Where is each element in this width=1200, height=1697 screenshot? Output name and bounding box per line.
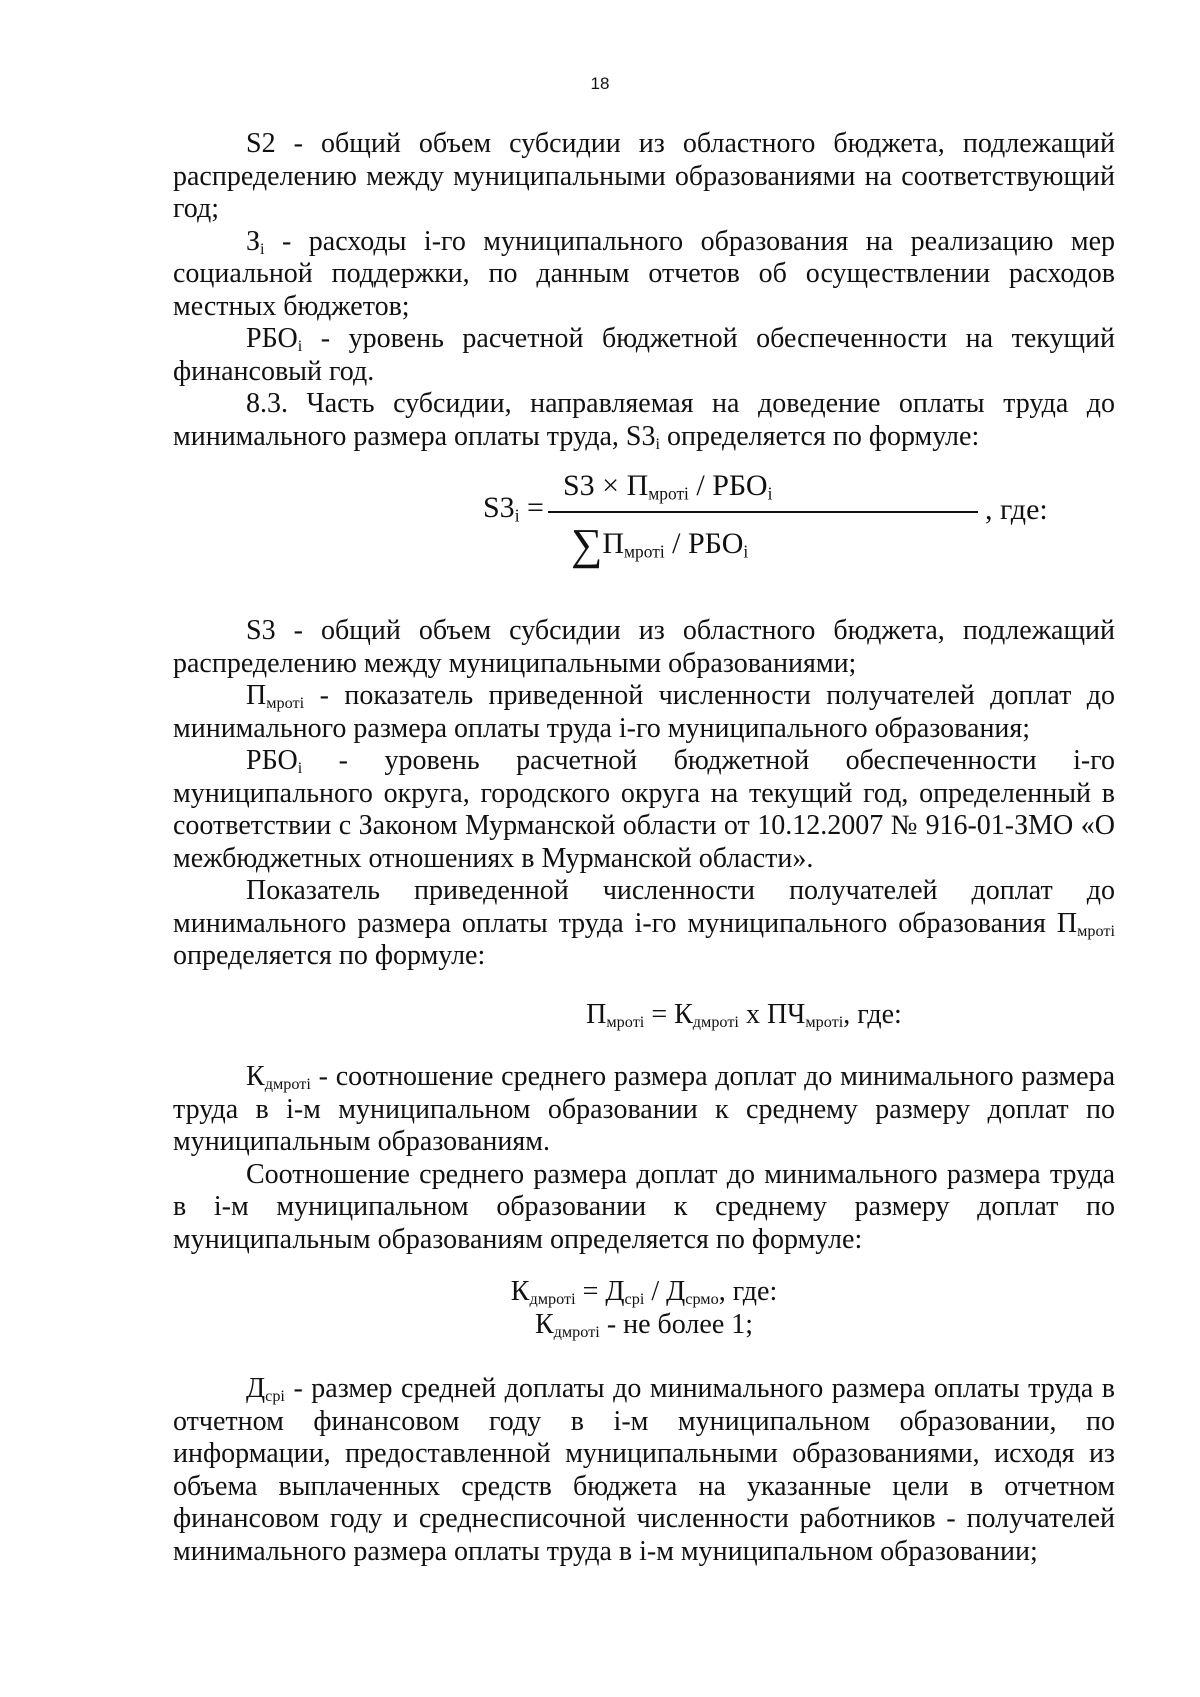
term-subscript: i (297, 759, 303, 778)
formula-part: , где: (843, 998, 902, 1030)
denominator-subscript: i (743, 541, 749, 562)
term-label: S2 (246, 128, 276, 159)
paragraph-rboi (173, 323, 1115, 388)
paragraph-tail: определяется по формуле: (173, 940, 486, 971)
formula-lhs (483, 491, 544, 525)
formula-part: П (586, 998, 607, 1030)
term-label: П (246, 680, 267, 711)
numerator-subscript: i (767, 483, 773, 504)
numerator-subscript: мротi (648, 483, 689, 504)
definition-text: - уровень расчетной бюджетной обеспеченности i-го муниципального округа, городского округа на текущий год, определенный в соответствии с Законом Мурманской области от 10.12.2007 № 916-01-ЗМО «О межбюджетных отношениях в Мурманской области». (173, 745, 1115, 874)
formula-subscript: мротi (805, 1012, 844, 1031)
formula-subscript: срмо (685, 1290, 719, 1309)
document-body (173, 128, 1115, 1568)
formula-part: = К (644, 998, 693, 1030)
paragraph-pmroti (173, 680, 1115, 745)
paragraph-zi (173, 226, 1115, 324)
definition-text: - уровень расчетной бюджетной обеспеченности на текущий финансовый год. (173, 323, 1115, 387)
formula-denominator (571, 519, 748, 570)
term-subscript: мротi (266, 694, 305, 713)
formula-part: = Д (575, 1276, 625, 1307)
formula-subscript: дмротi (529, 1290, 576, 1309)
formula-s3i (173, 467, 1115, 597)
formula-equals: = (519, 491, 544, 524)
denominator-subscript: мротi (624, 541, 665, 562)
paragraph-dsri (173, 1373, 1115, 1568)
definition-text: - общий объем субсидии из областного бюджета, подлежащий распределению между муниципальными образованиями; (173, 615, 1115, 679)
term-label: Д (246, 1373, 266, 1404)
paragraph-indicator (173, 875, 1115, 973)
formula-part: х ПЧ (738, 998, 806, 1030)
term-label: S3 (246, 615, 276, 646)
formula-subscript: дмротi (553, 1322, 600, 1341)
formula-subscript: срi (624, 1290, 645, 1309)
formula-part: , где: (718, 1276, 778, 1307)
term-label: РБО (246, 323, 298, 354)
definition-text: - расходы i-го муниципального образования на реализацию мер социальной поддержки, по данным отчетов об осуществлении расходов местных бюджетов; (173, 225, 1115, 322)
paragraph-ratio: Соотношение среднего размера доплат до минимального размера труда в i-м муниципальном образовании к среднему размеру доплат по муниципальным образованиям определяется по формуле: (173, 1158, 1115, 1255)
formula-line-1 (173, 1276, 1115, 1309)
paragraph-text: Показатель приведенной численности получателей доплат до минимального размера оплаты труда i-го муниципального образования П (173, 875, 1115, 939)
formula-lhs-symbol: S3 (483, 491, 515, 524)
paragraph-text: 8.3. Часть субсидии, направляемая на доведение оплаты труда до минимального размера оплаты труда, S3 (173, 388, 1115, 452)
term-subscript: срi (265, 1387, 285, 1406)
term-subscript: i (260, 239, 265, 258)
formula-pmroti (173, 999, 1115, 1032)
fraction-bar (548, 511, 978, 513)
paragraph-s2 (173, 128, 1115, 226)
definition-text: - общий объем субсидии из областного бюджета, подлежащий распределению между муниципальными образованиями на соответствующий год; (173, 128, 1115, 224)
paragraph-rboi-2 (173, 745, 1115, 875)
paragraph-8-3 (173, 388, 1115, 453)
definition-text: - размер средней доплаты до минимального размера оплаты труда в отчетном финансовом году в i-м муниципальном образовании, по информации, предоставленной муниципальными образованиями, исходя из объема выплаченных средств бюджета на указанные цели в отчетном финансовом году и среднесписочной численности работников - получателей минимального размера оплаты труда в i-м муниципальном образовании; (173, 1373, 1115, 1567)
formula-part: / Д (644, 1276, 686, 1307)
formula-subscript: мротi (606, 1012, 645, 1031)
paragraph-tail: определяется по формуле: (659, 420, 980, 452)
formula-part: - не более 1; (599, 1308, 754, 1340)
formula-part: К (534, 1308, 554, 1340)
paragraph-kdmroti (173, 1061, 1115, 1159)
term-label: З (246, 225, 261, 257)
term-subscript: дмротi (264, 1075, 311, 1094)
denominator-part: П (602, 527, 625, 560)
term-subscript: мротi (1077, 921, 1115, 940)
page-number: 18 (590, 74, 610, 93)
paragraph-s3 (173, 615, 1115, 680)
formula-subscript: дмротi (692, 1012, 739, 1031)
sum-symbol: ∑ (571, 520, 603, 569)
formula-numerator (563, 469, 772, 503)
term-subscript: i (655, 434, 660, 453)
numerator-part: S3 × П (563, 469, 649, 502)
formula-line-2 (173, 1309, 1115, 1342)
definition-text: - соотношение среднего размера доплат до минимального размера труда в i-м муниципальном образовании к среднему размеру доплат по муниципальным образованиям. (173, 1061, 1115, 1157)
formula-lhs-subscript: i (514, 505, 520, 526)
term-label: РБО (246, 745, 298, 776)
term-subscript: i (297, 337, 303, 356)
term-label: К (246, 1061, 265, 1092)
definition-text: - показатель приведенной численности получателей доплат до минимального размера оплаты труда i-го муниципального образования; (173, 680, 1115, 744)
formula-kdmroti (173, 1276, 1115, 1341)
numerator-part: / РБО (688, 469, 768, 502)
formula-where: , где: (985, 493, 1048, 526)
formula-part: К (510, 1276, 530, 1307)
denominator-part: / РБО (664, 527, 744, 560)
